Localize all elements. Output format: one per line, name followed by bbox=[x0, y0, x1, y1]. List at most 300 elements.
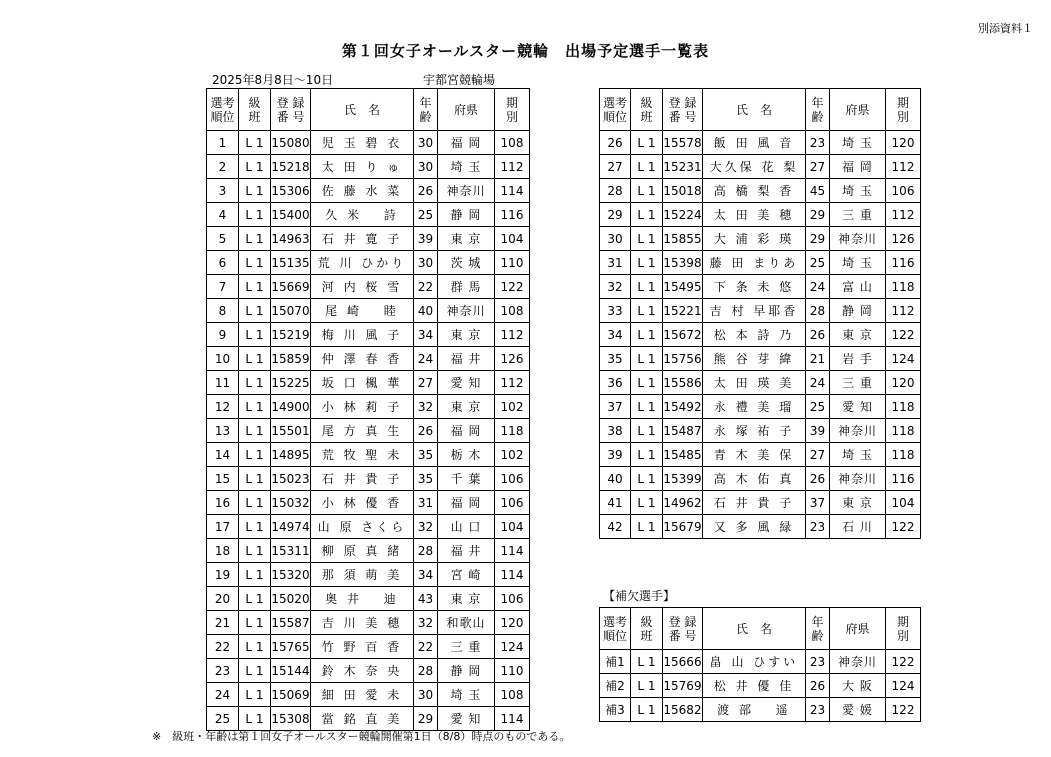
cell-class: L 1 bbox=[631, 674, 663, 698]
cell-regno: 14974 bbox=[271, 515, 311, 539]
cell-pref: 東 京 bbox=[830, 491, 886, 515]
cell-regno: 14895 bbox=[271, 443, 311, 467]
table-row bbox=[207, 635, 530, 659]
header-age: 年 齢 bbox=[806, 608, 830, 650]
cell-rank: 7 bbox=[207, 275, 239, 299]
cell-name: 久 米 詩 bbox=[311, 203, 414, 227]
table-row bbox=[207, 251, 530, 275]
cell-regno: 15070 bbox=[271, 299, 311, 323]
cell-pref: 静 岡 bbox=[438, 659, 495, 683]
cell-rank: 13 bbox=[207, 419, 239, 443]
table-row bbox=[207, 611, 530, 635]
cell-pref: 山 口 bbox=[438, 515, 495, 539]
cell-term: 104 bbox=[886, 491, 921, 515]
cell-regno: 15069 bbox=[271, 683, 311, 707]
cell-rank: 3 bbox=[207, 179, 239, 203]
table-row bbox=[207, 179, 530, 203]
cell-class: L 1 bbox=[239, 587, 271, 611]
cell-rank: 27 bbox=[600, 155, 631, 179]
cell-pref: 埼 玉 bbox=[830, 179, 886, 203]
cell-term: 108 bbox=[495, 299, 530, 323]
cell-rank: 29 bbox=[600, 203, 631, 227]
cell-age: 25 bbox=[806, 251, 830, 275]
table-row bbox=[600, 155, 921, 179]
cell-pref: 神奈川 bbox=[830, 650, 886, 674]
cell-regno: 15682 bbox=[663, 698, 703, 722]
header-name: 氏 名 bbox=[703, 89, 806, 131]
cell-name: 又 多 風 緑 bbox=[703, 515, 806, 539]
cell-class: L 1 bbox=[631, 371, 663, 395]
table-row bbox=[600, 323, 921, 347]
cell-rank: 22 bbox=[207, 635, 239, 659]
cell-term: 118 bbox=[495, 419, 530, 443]
cell-rank: 26 bbox=[600, 131, 631, 155]
cell-term: 122 bbox=[886, 515, 921, 539]
cell-rank: 12 bbox=[207, 395, 239, 419]
cell-regno: 15765 bbox=[271, 635, 311, 659]
cell-pref: 埼 玉 bbox=[830, 443, 886, 467]
cell-name: 渡 部 遥 bbox=[703, 698, 806, 722]
cell-regno: 15679 bbox=[663, 515, 703, 539]
cell-regno: 15306 bbox=[271, 179, 311, 203]
table-row bbox=[600, 371, 921, 395]
cell-class: L 1 bbox=[239, 539, 271, 563]
cell-pref: 神奈川 bbox=[438, 299, 495, 323]
table-row bbox=[207, 323, 530, 347]
cell-rank: 37 bbox=[600, 395, 631, 419]
cell-term: 126 bbox=[495, 347, 530, 371]
cell-name: 大久保 花 梨 bbox=[703, 155, 806, 179]
cell-rank: 33 bbox=[600, 299, 631, 323]
cell-rank: 40 bbox=[600, 467, 631, 491]
cell-rank: 2 bbox=[207, 155, 239, 179]
cell-rank: 15 bbox=[207, 467, 239, 491]
cell-name: 坂 口 楓 華 bbox=[311, 371, 414, 395]
table-row bbox=[207, 299, 530, 323]
cell-term: 126 bbox=[886, 227, 921, 251]
cell-age: 32 bbox=[414, 395, 438, 419]
cell-age: 32 bbox=[414, 515, 438, 539]
cell-pref: 東 京 bbox=[438, 227, 495, 251]
cell-rank: 25 bbox=[207, 707, 239, 731]
header-pref: 府県 bbox=[830, 608, 886, 650]
cell-age: 30 bbox=[414, 131, 438, 155]
cell-name: 吉 村 早耶香 bbox=[703, 299, 806, 323]
cell-term: 122 bbox=[886, 323, 921, 347]
cell-class: L 1 bbox=[631, 515, 663, 539]
cell-term: 116 bbox=[886, 251, 921, 275]
cell-pref: 石 川 bbox=[830, 515, 886, 539]
cell-age: 25 bbox=[414, 203, 438, 227]
cell-name: 荒 川 ひかり bbox=[311, 251, 414, 275]
table-row bbox=[600, 650, 921, 674]
cell-term: 112 bbox=[495, 371, 530, 395]
cell-name: 佐 藤 水 菜 bbox=[311, 179, 414, 203]
cell-class: L 1 bbox=[239, 251, 271, 275]
cell-age: 24 bbox=[806, 275, 830, 299]
cell-pref: 福 岡 bbox=[438, 491, 495, 515]
cell-regno: 15311 bbox=[271, 539, 311, 563]
cell-regno: 15400 bbox=[271, 203, 311, 227]
cell-regno: 15218 bbox=[271, 155, 311, 179]
cell-term: 108 bbox=[495, 131, 530, 155]
cell-term: 106 bbox=[886, 179, 921, 203]
table-row bbox=[600, 419, 921, 443]
cell-name: 高 木 佑 真 bbox=[703, 467, 806, 491]
cell-class: L 1 bbox=[239, 323, 271, 347]
table-row bbox=[600, 179, 921, 203]
table-row bbox=[207, 539, 530, 563]
cell-pref: 東 京 bbox=[438, 395, 495, 419]
cell-pref: 福 岡 bbox=[830, 155, 886, 179]
cell-age: 27 bbox=[806, 155, 830, 179]
cell-class: L 1 bbox=[239, 563, 271, 587]
cell-regno: 15586 bbox=[663, 371, 703, 395]
table-header-row bbox=[600, 89, 921, 131]
cell-class: L 1 bbox=[631, 419, 663, 443]
cell-class: L 1 bbox=[239, 155, 271, 179]
event-venue: 宇都宮競輪場 bbox=[423, 73, 496, 87]
cell-regno: 15231 bbox=[663, 155, 703, 179]
cell-pref: 埼 玉 bbox=[438, 683, 495, 707]
cell-term: 114 bbox=[495, 539, 530, 563]
cell-rank: 5 bbox=[207, 227, 239, 251]
cell-regno: 15769 bbox=[663, 674, 703, 698]
cell-class: L 1 bbox=[239, 275, 271, 299]
cell-term: 124 bbox=[886, 347, 921, 371]
cell-regno: 15492 bbox=[663, 395, 703, 419]
cell-term: 120 bbox=[495, 611, 530, 635]
cell-age: 28 bbox=[806, 299, 830, 323]
cell-age: 23 bbox=[806, 650, 830, 674]
cell-class: L 1 bbox=[239, 371, 271, 395]
cell-age: 28 bbox=[414, 539, 438, 563]
cell-age: 26 bbox=[806, 467, 830, 491]
cell-name: 吉 川 美 穂 bbox=[311, 611, 414, 635]
table-row bbox=[207, 707, 530, 731]
cell-pref: 和歌山 bbox=[438, 611, 495, 635]
cell-class: L 1 bbox=[239, 683, 271, 707]
table-row bbox=[600, 395, 921, 419]
cell-term: 106 bbox=[495, 491, 530, 515]
cell-rank: 18 bbox=[207, 539, 239, 563]
cell-age: 29 bbox=[806, 203, 830, 227]
cell-regno: 15020 bbox=[271, 587, 311, 611]
cell-age: 29 bbox=[806, 227, 830, 251]
cell-name: 小 林 莉 子 bbox=[311, 395, 414, 419]
cell-name: 河 内 桜 雪 bbox=[311, 275, 414, 299]
cell-term: 112 bbox=[886, 203, 921, 227]
header-age: 年 齢 bbox=[806, 89, 830, 131]
cell-name: 石 井 寛 子 bbox=[311, 227, 414, 251]
cell-age: 35 bbox=[414, 467, 438, 491]
cell-term: 106 bbox=[495, 467, 530, 491]
table-row bbox=[207, 227, 530, 251]
cell-age: 37 bbox=[806, 491, 830, 515]
table-row bbox=[207, 467, 530, 491]
cell-regno: 15018 bbox=[663, 179, 703, 203]
table-row bbox=[207, 395, 530, 419]
cell-regno: 15080 bbox=[271, 131, 311, 155]
cell-rank: 補2 bbox=[600, 674, 631, 698]
cell-age: 27 bbox=[414, 371, 438, 395]
cell-pref: 福 岡 bbox=[438, 131, 495, 155]
header-term: 期 別 bbox=[495, 89, 530, 131]
riders-table-right bbox=[599, 88, 921, 539]
cell-name: 永 塚 祐 子 bbox=[703, 419, 806, 443]
cell-regno: 14962 bbox=[663, 491, 703, 515]
cell-pref: 三 重 bbox=[438, 635, 495, 659]
cell-name: 松 井 優 佳 bbox=[703, 674, 806, 698]
table-row bbox=[207, 131, 530, 155]
header-name: 氏 名 bbox=[311, 89, 414, 131]
cell-age: 23 bbox=[806, 515, 830, 539]
cell-class: L 1 bbox=[239, 131, 271, 155]
table-row bbox=[207, 443, 530, 467]
cell-regno: 15398 bbox=[663, 251, 703, 275]
cell-age: 24 bbox=[414, 347, 438, 371]
cell-class: L 1 bbox=[239, 611, 271, 635]
cell-rank: 31 bbox=[600, 251, 631, 275]
cell-age: 22 bbox=[414, 635, 438, 659]
cell-rank: 4 bbox=[207, 203, 239, 227]
cell-rank: 6 bbox=[207, 251, 239, 275]
cell-pref: 東 京 bbox=[438, 323, 495, 347]
cell-pref: 福 岡 bbox=[438, 419, 495, 443]
cell-name: 畠 山 ひすい bbox=[703, 650, 806, 674]
cell-term: 114 bbox=[495, 563, 530, 587]
cell-term: 102 bbox=[495, 395, 530, 419]
cell-regno: 14900 bbox=[271, 395, 311, 419]
cell-class: L 1 bbox=[631, 251, 663, 275]
cell-class: L 1 bbox=[631, 155, 663, 179]
table-row bbox=[207, 155, 530, 179]
cell-name: 松 本 詩 乃 bbox=[703, 323, 806, 347]
header-name: 氏 名 bbox=[703, 608, 806, 650]
table-row bbox=[207, 275, 530, 299]
cell-rank: 24 bbox=[207, 683, 239, 707]
cell-term: 118 bbox=[886, 395, 921, 419]
cell-pref: 静 岡 bbox=[830, 299, 886, 323]
cell-term: 116 bbox=[886, 467, 921, 491]
cell-term: 114 bbox=[495, 179, 530, 203]
cell-age: 30 bbox=[414, 155, 438, 179]
cell-rank: 16 bbox=[207, 491, 239, 515]
cell-age: 21 bbox=[806, 347, 830, 371]
cell-name: 奥 井 迪 bbox=[311, 587, 414, 611]
cell-pref: 神奈川 bbox=[830, 467, 886, 491]
cell-age: 39 bbox=[414, 227, 438, 251]
attachment-label: 別添資料１ bbox=[978, 22, 1033, 35]
cell-age: 34 bbox=[414, 323, 438, 347]
cell-term: 118 bbox=[886, 419, 921, 443]
table-row bbox=[600, 227, 921, 251]
cell-rank: 補3 bbox=[600, 698, 631, 722]
table-header-row bbox=[600, 608, 921, 650]
cell-rank: 補1 bbox=[600, 650, 631, 674]
cell-rank: 8 bbox=[207, 299, 239, 323]
cell-rank: 28 bbox=[600, 179, 631, 203]
cell-name: 柳 原 真 緒 bbox=[311, 539, 414, 563]
cell-term: 116 bbox=[495, 203, 530, 227]
cell-class: L 1 bbox=[631, 227, 663, 251]
cell-name: 石 井 貴 子 bbox=[311, 467, 414, 491]
header-regno: 登 録 番 号 bbox=[271, 89, 311, 131]
cell-regno: 15587 bbox=[271, 611, 311, 635]
cell-term: 104 bbox=[495, 515, 530, 539]
cell-regno: 15144 bbox=[271, 659, 311, 683]
cell-regno: 15487 bbox=[663, 419, 703, 443]
cell-pref: 愛 媛 bbox=[830, 698, 886, 722]
cell-regno: 15399 bbox=[663, 467, 703, 491]
cell-rank: 36 bbox=[600, 371, 631, 395]
cell-term: 104 bbox=[495, 227, 530, 251]
cell-rank: 11 bbox=[207, 371, 239, 395]
cell-pref: 岩 手 bbox=[830, 347, 886, 371]
cell-age: 24 bbox=[806, 371, 830, 395]
cell-regno: 15495 bbox=[663, 275, 703, 299]
cell-pref: 三 重 bbox=[830, 371, 886, 395]
cell-rank: 38 bbox=[600, 419, 631, 443]
table-row bbox=[600, 674, 921, 698]
cell-age: 30 bbox=[414, 251, 438, 275]
table-row bbox=[207, 515, 530, 539]
cell-regno: 15225 bbox=[271, 371, 311, 395]
cell-rank: 19 bbox=[207, 563, 239, 587]
header-pref: 府県 bbox=[830, 89, 886, 131]
cell-class: L 1 bbox=[631, 203, 663, 227]
cell-age: 27 bbox=[806, 443, 830, 467]
cell-class: L 1 bbox=[239, 467, 271, 491]
cell-pref: 群 馬 bbox=[438, 275, 495, 299]
cell-name: 尾 崎 睦 bbox=[311, 299, 414, 323]
cell-name: 飯 田 風 音 bbox=[703, 131, 806, 155]
cell-class: L 1 bbox=[239, 227, 271, 251]
cell-term: 110 bbox=[495, 251, 530, 275]
cell-age: 34 bbox=[414, 563, 438, 587]
cell-name: 永 禮 美 瑠 bbox=[703, 395, 806, 419]
cell-age: 26 bbox=[806, 323, 830, 347]
table-row bbox=[600, 251, 921, 275]
cell-name: 尾 方 真 生 bbox=[311, 419, 414, 443]
header-rank: 選考 順位 bbox=[600, 89, 631, 131]
header-class: 級 班 bbox=[631, 608, 663, 650]
cell-term: 114 bbox=[495, 707, 530, 731]
cell-rank: 9 bbox=[207, 323, 239, 347]
cell-name: 梅 川 風 子 bbox=[311, 323, 414, 347]
table-row bbox=[600, 467, 921, 491]
cell-rank: 1 bbox=[207, 131, 239, 155]
cell-name: 鈴 木 奈 央 bbox=[311, 659, 414, 683]
cell-name: 細 田 愛 未 bbox=[311, 683, 414, 707]
cell-age: 25 bbox=[806, 395, 830, 419]
cell-term: 106 bbox=[495, 587, 530, 611]
cell-class: L 1 bbox=[631, 347, 663, 371]
cell-class: L 1 bbox=[631, 443, 663, 467]
header-term: 期 別 bbox=[886, 89, 921, 131]
page-title: 第１回女子オールスター競輪 出場予定選手一覧表 bbox=[341, 42, 710, 60]
table-row bbox=[207, 371, 530, 395]
cell-age: 40 bbox=[414, 299, 438, 323]
cell-term: 124 bbox=[495, 635, 530, 659]
cell-name: 竹 野 百 香 bbox=[311, 635, 414, 659]
header-pref: 府県 bbox=[438, 89, 495, 131]
cell-rank: 10 bbox=[207, 347, 239, 371]
cell-pref: 三 重 bbox=[830, 203, 886, 227]
table-row bbox=[207, 419, 530, 443]
header-rank: 選考 順位 bbox=[600, 608, 631, 650]
cell-rank: 39 bbox=[600, 443, 631, 467]
table-row bbox=[207, 347, 530, 371]
table-row bbox=[600, 275, 921, 299]
cell-rank: 21 bbox=[207, 611, 239, 635]
header-rank: 選考 順位 bbox=[207, 89, 239, 131]
cell-class: L 1 bbox=[239, 419, 271, 443]
cell-pref: 東 京 bbox=[830, 323, 886, 347]
table-row bbox=[207, 203, 530, 227]
cell-age: 26 bbox=[806, 674, 830, 698]
cell-name: 荒 牧 聖 未 bbox=[311, 443, 414, 467]
cell-pref: 栃 木 bbox=[438, 443, 495, 467]
substitute-table bbox=[599, 607, 921, 722]
cell-pref: 埼 玉 bbox=[438, 155, 495, 179]
cell-age: 28 bbox=[414, 659, 438, 683]
cell-class: L 1 bbox=[631, 131, 663, 155]
cell-name: 大 浦 彩 瑛 bbox=[703, 227, 806, 251]
table-row bbox=[600, 203, 921, 227]
cell-class: L 1 bbox=[239, 515, 271, 539]
cell-name: 山 原 さくら bbox=[311, 515, 414, 539]
header-regno: 登 録 番 号 bbox=[663, 608, 703, 650]
cell-class: L 1 bbox=[631, 650, 663, 674]
cell-class: L 1 bbox=[239, 203, 271, 227]
cell-rank: 34 bbox=[600, 323, 631, 347]
cell-rank: 23 bbox=[207, 659, 239, 683]
cell-regno: 15501 bbox=[271, 419, 311, 443]
cell-rank: 42 bbox=[600, 515, 631, 539]
cell-term: 118 bbox=[886, 443, 921, 467]
cell-age: 45 bbox=[806, 179, 830, 203]
cell-name: 石 井 貴 子 bbox=[703, 491, 806, 515]
cell-pref: 神奈川 bbox=[830, 227, 886, 251]
cell-age: 23 bbox=[806, 131, 830, 155]
cell-rank: 30 bbox=[600, 227, 631, 251]
cell-term: 112 bbox=[886, 155, 921, 179]
cell-regno: 15859 bbox=[271, 347, 311, 371]
cell-pref: 茨 城 bbox=[438, 251, 495, 275]
cell-class: L 1 bbox=[631, 179, 663, 203]
cell-regno: 15669 bbox=[271, 275, 311, 299]
table-row bbox=[207, 587, 530, 611]
cell-rank: 20 bbox=[207, 587, 239, 611]
cell-pref: 埼 玉 bbox=[830, 131, 886, 155]
cell-class: L 1 bbox=[239, 635, 271, 659]
cell-class: L 1 bbox=[631, 698, 663, 722]
table-row bbox=[600, 491, 921, 515]
cell-age: 31 bbox=[414, 491, 438, 515]
cell-pref: 福 井 bbox=[438, 539, 495, 563]
cell-pref: 大 阪 bbox=[830, 674, 886, 698]
cell-class: L 1 bbox=[631, 323, 663, 347]
cell-name: 熊 谷 芽 緯 bbox=[703, 347, 806, 371]
cell-pref: 愛 知 bbox=[438, 707, 495, 731]
cell-name: 高 橋 梨 香 bbox=[703, 179, 806, 203]
cell-term: 102 bbox=[495, 443, 530, 467]
header-regno: 登 録 番 号 bbox=[663, 89, 703, 131]
cell-pref: 千 葉 bbox=[438, 467, 495, 491]
cell-term: 112 bbox=[495, 155, 530, 179]
cell-name: 仲 澤 春 香 bbox=[311, 347, 414, 371]
